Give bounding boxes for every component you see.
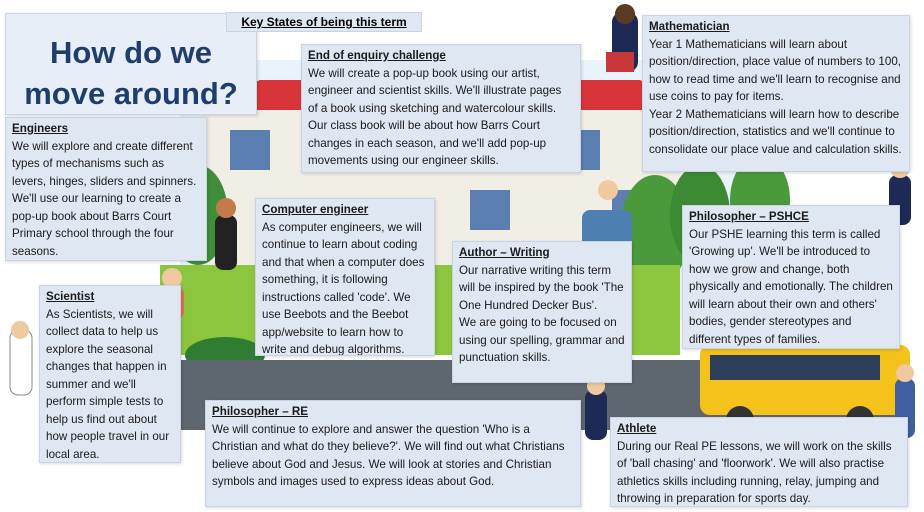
pshce-body: Our PSHE learning this term is called 'Growing up'. We'll be introduced to how we grow and change, both physically and emotionally. The children will learn about their own and others' bodies, gender stereotypes and different types of families. [689,227,893,346]
philosopher-re-box [205,400,581,507]
re-heading: Philosopher – RE [212,405,308,418]
author-body-2: We are going to be focused on using our spelling, grammar and punctuation skills. [459,316,625,364]
enquiry-body: We will create a pop-up book using our artist, engineer and scientist skills. We'll illustrate pages of a book using sketching and watercolour skills. Our class book will be about how Barrs Court changes in each season, and we'll add pop-up movements using our engineer skills. [308,66,562,167]
engineers-heading: Engineers [12,122,69,135]
mathematician-body-2: Year 2 Mathematicians will learn how to describe position/direction, statistics and we'll continue to consolidate our place value and calculation skills. [649,107,902,156]
athlete-body: During our Real PE lessons, we will work on the skills of 'ball chasing' and 'floorwork'. We will also practise athletics skills including running, relay, jumping and throwing in preparation for sports day. [617,439,892,505]
computer-body: As computer engineers, we will continue to learn about coding and that when a computer does something, it is following instructions called 'code'. We use Beebots and the Beebot app/website to learn how to write and debug algorithms. [262,220,425,356]
author-writing-box [452,241,632,383]
author-heading: Author – Writing [459,246,550,259]
scientist-body: As Scientists, we will collect data to help us explore the seasonal changes that happen in summer and we'll perform simple tests to help us find out about how people travel in our local area. [46,307,170,461]
athlete-heading: Athlete [617,422,657,435]
engineers-box [5,117,207,261]
scientist-heading: Scientist [46,290,95,303]
pshce-box [682,205,900,349]
mathematician-heading: Mathematician [649,20,730,33]
page-title: How do we move around? [24,35,238,111]
mathematician-body-1: Year 1 Mathematicians will learn about position/direction, place value of numbers to 100, how to read time and we'll learn to recognise and use coins to pay for items. [649,37,901,103]
author-body-1: Our narrative writing this term will be inspired by the book 'The One Hundred Decker Bus'. [459,263,624,312]
title-box [5,13,257,115]
scientist-box [39,285,181,463]
re-body: We will continue to explore and answer the question 'Who is a Christian and what do they believe?'. We will find out what Christians believe about God and Jesus. We will look at stories and Christian symbols and images used to express ideas about God. [212,422,565,488]
computer-engineer-box [255,198,435,356]
enquiry-heading: End of enquiry challenge [308,49,446,62]
computer-heading: Computer engineer [262,203,369,216]
key-states-label: Key States of being this term [226,12,422,32]
athlete-box [610,417,908,507]
mathematician-box [642,15,910,172]
pshce-heading: Philosopher – PSHCE [689,210,809,223]
enquiry-challenge-box [301,44,581,173]
engineers-body: We will explore and create different types of mechanisms such as levers, hinges, sliders and spinners. We'll use our learning to create a pop-up book about Barrs Court Primary school through the four seasons. [12,139,197,258]
